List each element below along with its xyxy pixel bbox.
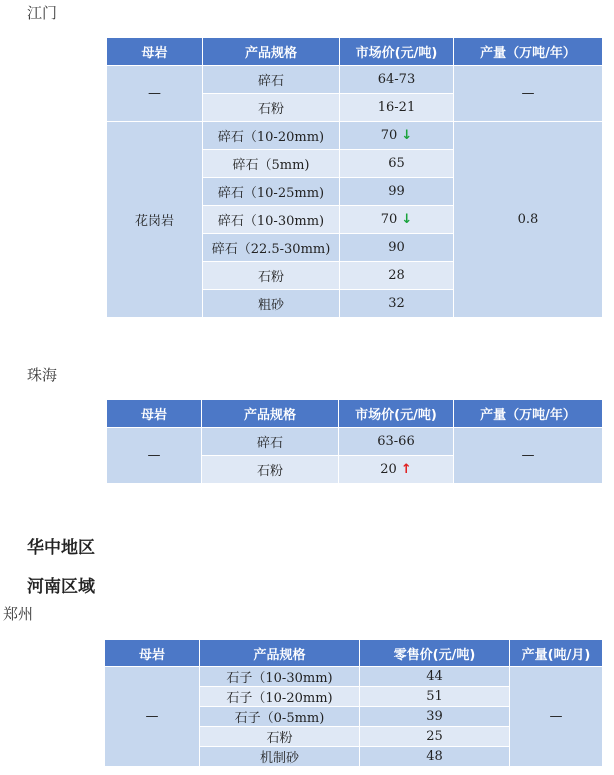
spec-cell: 碎石 <box>202 428 339 456</box>
spec-cell: 粗砂 <box>203 290 340 318</box>
spec-cell: 石粉 <box>203 262 340 290</box>
price-table-zhuhai <box>106 399 603 484</box>
spec-cell: 石粉 <box>200 727 360 747</box>
header-output: 产量（万吨/年） <box>454 38 603 66</box>
rock-cell: — <box>107 428 202 484</box>
output-cell: — <box>454 66 603 122</box>
header-output: 产量(吨/月) <box>510 640 603 667</box>
price-cell: 64-73 <box>340 66 454 94</box>
price-cell: 44 <box>360 667 510 687</box>
spec-cell: 碎石（10-20mm) <box>203 122 340 150</box>
table-row <box>107 66 603 94</box>
header-spec: 产品规格 <box>200 640 360 667</box>
header-spec: 产品规格 <box>203 38 340 66</box>
city-label-zhuhai: 珠海 <box>27 366 58 384</box>
spec-cell: 碎石 <box>203 66 340 94</box>
spec-cell: 石粉 <box>202 456 339 484</box>
trend-up-icon: ↑ <box>400 462 412 477</box>
header-rock: 母岩 <box>107 38 203 66</box>
price-table-zhengzhou <box>104 639 603 767</box>
header-price: 市场价(元/吨) <box>339 400 454 428</box>
price-cell: 48 <box>360 747 510 767</box>
table-row <box>105 667 603 687</box>
price-cell: 90 <box>340 234 454 262</box>
output-cell: 0.8 <box>454 122 603 318</box>
rock-cell: 花岗岩 <box>107 122 203 318</box>
spec-cell: 碎石（10-25mm) <box>203 178 340 206</box>
section-title: 华中地区 <box>27 538 95 558</box>
price-cell: 25 <box>360 727 510 747</box>
table-header-row <box>105 640 603 667</box>
trend-down-icon: ↓ <box>401 128 413 143</box>
header-price: 市场价(元/吨) <box>340 38 454 66</box>
spec-cell: 石粉 <box>203 94 340 122</box>
spec-cell: 碎石（10-30mm) <box>203 206 340 234</box>
price-value: 20 <box>380 462 397 477</box>
header-output: 产量（万吨/年） <box>454 400 603 428</box>
price-cell: 63-66 <box>339 428 454 456</box>
table-header-row <box>107 38 603 66</box>
output-cell: — <box>510 667 603 767</box>
price-cell: 65 <box>340 150 454 178</box>
price-value: 70 <box>380 212 398 227</box>
table-row <box>107 122 603 150</box>
price-cell <box>340 122 454 150</box>
header-rock: 母岩 <box>105 640 200 667</box>
price-cell: 51 <box>360 687 510 707</box>
header-spec: 产品规格 <box>202 400 339 428</box>
spec-cell: 碎石（22.5-30mm) <box>203 234 340 262</box>
city-label-zhengzhou: 郑州 <box>3 605 34 623</box>
table-row <box>107 428 603 456</box>
price-cell: 99 <box>340 178 454 206</box>
price-cell: 28 <box>340 262 454 290</box>
spec-cell: 碎石（5mm) <box>203 150 340 178</box>
city-label-jiangmen: 江门 <box>27 4 58 22</box>
spec-cell: 石子（0-5mm) <box>200 707 360 727</box>
output-cell: — <box>454 428 603 484</box>
price-table-jiangmen <box>106 37 603 318</box>
table-header-row <box>107 400 603 428</box>
rock-cell: — <box>107 66 203 122</box>
spec-cell: 机制砂 <box>200 747 360 767</box>
spec-cell: 石子（10-20mm) <box>200 687 360 707</box>
price-cell: 32 <box>340 290 454 318</box>
spec-cell: 石子（10-30mm) <box>200 667 360 687</box>
region-title: 河南区域 <box>27 577 95 597</box>
header-price: 零售价(元/吨) <box>360 640 510 667</box>
price-cell: 39 <box>360 707 510 727</box>
trend-down-icon: ↓ <box>401 212 413 227</box>
rock-cell: — <box>105 667 200 767</box>
price-cell <box>340 206 454 234</box>
price-cell <box>339 456 454 484</box>
price-cell: 16-21 <box>340 94 454 122</box>
price-value: 70 <box>380 128 398 143</box>
header-rock: 母岩 <box>107 400 202 428</box>
